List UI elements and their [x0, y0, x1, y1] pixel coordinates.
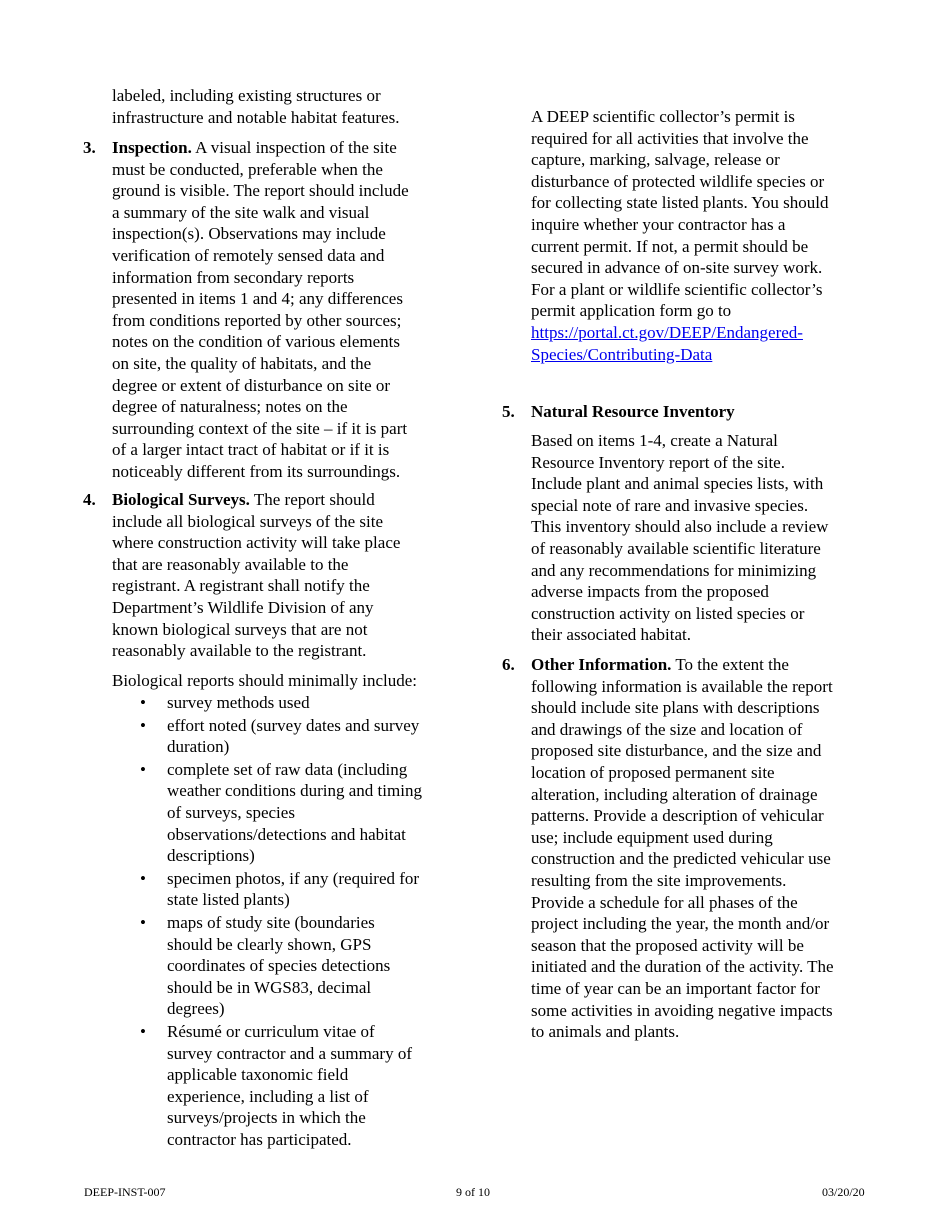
footer-doc-id: DEEP-INST-007	[84, 1185, 166, 1199]
item-5-number: 5.	[502, 402, 515, 421]
item-4-number: 4.	[83, 490, 96, 509]
item-5-title: Natural Resource Inventory	[531, 402, 735, 421]
list-item: • Résumé or curriculum vitae of survey contractor and a summary of applicable taxonomic field experience, including a list of surveys/projects in which the contractor has participated.	[140, 1021, 412, 1149]
list-item: • survey methods used	[140, 693, 310, 712]
item-4-biological-surveys: Biological Surveys. The report should include all biological surveys of the site where construction activity will take place that are reasonably available to the registrant. A registrant shall notify the Department’s Wildlife Division of any known biological surveys that are not reasonably available to the registrant.	[112, 490, 401, 661]
bullet-icon: •	[140, 912, 146, 932]
intro-continuation: labeled, including existing structures or infrastructure and notable habitat features.	[112, 86, 400, 127]
permit-link[interactable]: https://portal.ct.gov/DEEP/Endangered- Species/Contributing-Data	[531, 322, 803, 364]
item-6-number: 6.	[502, 655, 515, 674]
bullet-icon: •	[140, 715, 146, 735]
footer-page-number: 9 of 10	[456, 1185, 490, 1199]
item-6-title: Other Information.	[531, 655, 672, 674]
list-item: • maps of study site (boundaries should be clearly shown, GPS coordinates of species detections should be in WGS83, decimal degrees)	[140, 912, 391, 1019]
report-requirements-list	[140, 692, 422, 1151]
bullet-icon: •	[140, 1021, 146, 1041]
item-3-title: Inspection.	[112, 138, 192, 157]
item-3-inspection: Inspection. A visual inspection of the site must be conducted, preferable when the ground is visible. The report should include a summary of the site walk and visual inspection(s). Observations may include verification of remotely sensed data and information from secondary reports presented in items 1 and 4; any differences from conditions reported by other sources; notes on the condition of various elements on site, the quality of habitats, and the degree or extent of disturbance on site or degree of naturalness; notes on the surrounding context of the site – if it is part of a larger intact tract of habitat or if it is noticeably different from its surroundings.	[112, 138, 409, 481]
list-item: • specimen photos, if any (required for state listed plants)	[140, 868, 420, 910]
reports-intro: Biological reports should minimally include:	[112, 671, 418, 690]
bullet-icon: •	[140, 868, 146, 888]
item-5-natural-resource-inventory: Based on items 1-4, create a Natural Resource Inventory report of the site. Include plant and animal species lists, with special note of rare and invasive species. This inventory should also include a review of reasonably available scientific literature and any recommendations for minimizing adverse impacts from the proposed construction activity on listed species or their associated habitat.	[531, 431, 829, 645]
item-3-number: 3.	[83, 138, 96, 157]
footer-date: 03/20/20	[822, 1185, 865, 1199]
bullet-icon: •	[140, 693, 146, 712]
item-4-title: Biological Surveys.	[112, 490, 250, 509]
permit-paragraph: A DEEP scientific collector’s permit is required for all activities that involve the capture, marking, salvage, release or disturbance of protected wildlife species or for collecting state listed plants. You should inquire whether your contractor has a current permit. If not, a permit should be secured in advance of on-site survey work. For a plant or wildlife scientific collector’s permit application form go to https://portal.ct.gov/DEEP/Endangered- Species/Contributing-Data	[531, 107, 829, 364]
item-6-other-information: Other Information. To the extent the following information is available the report should include site plans with descriptions and drawings of the size and location of proposed site disturbance, and the size and location of proposed permanent site alteration, including alteration of drainage patterns. Provide a description of vehicular use; include equipment used during construction and the predicted vehicular use resulting from the site improvements. Provide a schedule for all phases of the project including the year, the month and/or season that the proposed activity will be initiated and the duration of the activity. The time of year can be an important factor for some activities in avoiding negative impacts to animals and plants.	[531, 655, 834, 1042]
bullet-icon: •	[140, 759, 146, 779]
list-item: • complete set of raw data (including weather conditions during and timing of surveys, species observations/detections and habitat descriptions)	[140, 759, 422, 866]
list-item: • effort noted (survey dates and survey duration)	[140, 715, 420, 757]
